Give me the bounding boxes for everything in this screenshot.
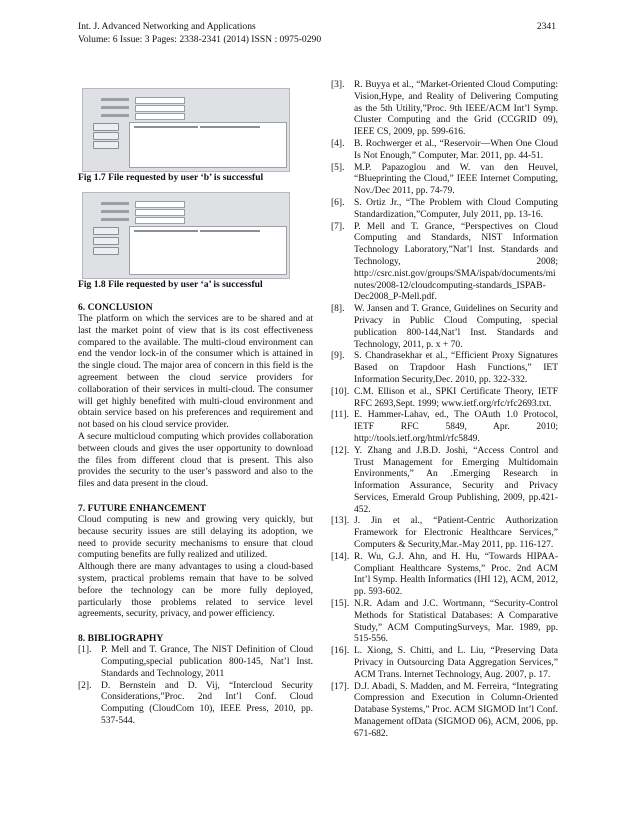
page-header: [78, 20, 556, 46]
journal-title: Int. J. Advanced Networking and Applications: [78, 21, 256, 32]
reference-text: N.R. Adam and J.C. Wortmann, “Security-Control Methods for Statistical Databases: A Comparative Study,” ACM ComputingSurveys, Mar. 1989, pp. 515-556.: [354, 599, 558, 645]
reference-text: Y. Zhang and J.B.D. Joshi, “Access Control and Trust Management for Emerging Multidomain Environments,” An .Emerging Research in Information Assurance, Security and Privacy Services, Emerald Group Publishing, 2009, pp.421-452.: [354, 445, 558, 515]
reference-number: [9].: [331, 351, 345, 362]
reference-item: [331, 387, 558, 411]
reference-list-left: [78, 645, 313, 728]
reference-number: [17].: [331, 681, 350, 692]
figure-caption: Fig 1.7 File requested by user ‘b’ is successful: [78, 172, 264, 183]
reference-text: C.M. Ellison et al., SPKI Certificate Theory, IETF RFC 2693,Sept. 1999; www.ietf.org/rfc/rfc2693.txt.: [354, 386, 558, 409]
future-paragraph: Although there are many advantages to using a cloud-based system, practical problems remain that have to be solved before the technology can be more fully deployed, particularly those problems related to service level agreements, security, privacy, and power efficiency.: [78, 562, 313, 620]
reference-number: [7].: [331, 221, 345, 232]
reference-text: P. Mell and T. Grance, “Perspectives on Cloud Computing and Standards, NIST Information Technology Laboratory,”Nat’l Inst. Standards and Technology, 2008; http://csrc.nist.gov/groups/SMA/ispab/documents/minutes/2008-12/cloudcomputing-standards_ISPAB-Dec2008_P-Mell.pdf.: [354, 221, 558, 303]
reference-number: [4].: [331, 138, 345, 149]
reference-number: [16].: [331, 646, 350, 657]
section-heading-bibliography: 8. BIBLIOGRAPHY: [78, 633, 164, 645]
reference-item: [331, 139, 558, 163]
conclusion-paragraph: A secure multicloud computing which provides collaboration between clouds and gives the user opportunity to download the files from different cloud that is present. This also provides the security to the user’s password and also to the files and data present in the cloud.: [78, 431, 313, 490]
reference-text: J. Jin et al., “Patient-Centric Authorization Framework for Electronic Healthcare Services,” Computers & Security,Mar.-May 2011, pp. 116-127.: [354, 516, 558, 551]
reference-number: [5].: [331, 162, 345, 173]
reference-text: W. Jansen and T. Grance, Guidelines on Security and Privacy in Public Cloud Computing, special publication 800-144,Nat’l Inst. Standards and Technology, 2011, p. x + 70.: [354, 304, 558, 350]
right-column: [331, 80, 558, 741]
reference-text: D. Bernstein and D. Vij, “Intercloud Security Considerations,”Proc. 2nd Int’l Conf. Cloud Computing (CloudCom 10), IEEE Press, 2010, pp. 537-544.: [101, 680, 313, 726]
reference-item: [331, 198, 558, 222]
reference-number: [11].: [331, 410, 349, 421]
reference-number: [2].: [78, 680, 92, 691]
reference-number: [3].: [331, 80, 345, 90]
reference-number: [13].: [331, 516, 350, 527]
page-number: 2341: [536, 21, 556, 32]
reference-item: [331, 599, 558, 646]
reference-item: [331, 351, 558, 386]
reference-item: [331, 222, 558, 305]
section-heading-conclusion: 6. CONCLUSION: [78, 302, 153, 313]
reference-item: [331, 304, 558, 351]
reference-list-right: [331, 80, 558, 741]
left-column: [78, 88, 313, 728]
reference-text: L. Xiong, S. Chitti, and L. Liu, “Preserving Data Privacy in Outsourcing Data Aggregation Services,” ACM Trans. Internet Technology, Aug. 2007, p. 17.: [354, 646, 558, 680]
figure-1-7-screenshot: [82, 88, 290, 172]
reference-number: [12].: [331, 445, 350, 456]
reference-number: [10].: [331, 386, 350, 397]
reference-text: D.J. Abadi, S. Madden, and M. Ferreira, “Integrating Compression and Execution in Column-Oriented Database Systems,” Proc. ACM SIGMOD Int’l Conf. Management ofData (SIGMOD 06), ACM, 2006, pp. 671-682.: [354, 681, 558, 739]
reference-number: [6].: [331, 197, 345, 208]
reference-text: B. Rochwerger et al., “Reservoir—When One Cloud Is Not Enough,” Computer, Mar. 2011, pp. 44-51.: [354, 138, 558, 161]
reference-text: S. Ortiz Jr., “The Problem with Cloud Computing Standardization,”Computer, July 2011, pp. 13-16.: [354, 197, 558, 220]
conclusion-paragraph: The platform on which the services are to be shared and at last the market point of view that is its cost effectiveness compared to the available. The multi-cloud environment can end the vendor lock-in of the consumer which is attained in the single cloud. The major area of concern in this field is the agreement between the cloud service providers for collaboration of their services in multi-cloud. The consumer will get highly benefited with multi-cloud environment and obtain service based on his preferences and requirement and not based on his cloud service provider.: [78, 314, 313, 431]
future-paragraph: Cloud computing is new and growing very quickly, but because security issues are still delaying its adoption, we need to provide security mechanisms to ensure that cloud computing benefits are fully realized and utilized.: [78, 514, 313, 561]
reference-text: R. Buyya et al., “Market-Oriented Cloud Computing: Vision,Hype, and Reality of Delivering Computing as the 5th Utility,”Proc. 9th IEEE/ACM Int’l Symp. Cluster Computing and the Grid (CCGRID 09), IEEE CS, 2009, pp. 599-616.: [354, 80, 558, 138]
reference-item: [78, 681, 313, 728]
reference-item: [331, 516, 558, 551]
reference-item: [331, 80, 558, 139]
reference-text: S. Chandrasekhar et al., “Efficient Proxy Signatures Based on Trapdoor Hash Functions,” IET Information Security,Dec. 2010, pp. 322-332.: [354, 351, 558, 385]
section-heading-future: 7. FUTURE ENHANCEMENT: [78, 502, 207, 514]
reference-number: [8].: [331, 304, 345, 315]
reference-number: [15].: [331, 599, 350, 610]
reference-item: [331, 682, 558, 741]
reference-number: [14].: [331, 551, 350, 562]
reference-text: R. Wu, G.J. Ahn, and H. Hu, “Towards HIPAA-Compliant Healthcare Systems,” Proc. 2nd ACM Int’l Symp. Health Informatics (IHI 12), ACM, 2012, pp. 593-602.: [354, 551, 558, 598]
reference-text: M.P. Papazoglou and W. van den Heuvel, “Blueprinting the Cloud,” IEEE Internet Computing, Nov./Dec 2011, pp. 74-79.: [354, 162, 558, 197]
figure-caption: Fig 1.8 File requested by user ‘a’ is successful: [78, 279, 263, 290]
reference-number: [1].: [78, 645, 92, 656]
figure-1-8-screenshot: [82, 192, 290, 279]
reference-item: [331, 163, 558, 198]
reference-item: [331, 446, 558, 517]
journal-volume-line: Volume: 6 Issue: 3 Pages: 2338-2341 (2014) ISSN : 0975-0290: [78, 34, 322, 45]
reference-text: E. Hammer-Lahav, ed., The OAuth 1.0 Protocol, IETF RFC 5849, Apr. 2010; http://tools.ietf.org/html/rfc5849.: [354, 410, 558, 444]
reference-text: P. Mell and T. Grance, The NIST Definition of Cloud Computing,special publication 800-145, Nat’l Inst. Standards and Technology, 2011: [101, 645, 313, 679]
reference-item: [331, 410, 558, 445]
reference-item: [78, 645, 313, 680]
reference-item: [331, 646, 558, 681]
reference-item: [331, 552, 558, 599]
